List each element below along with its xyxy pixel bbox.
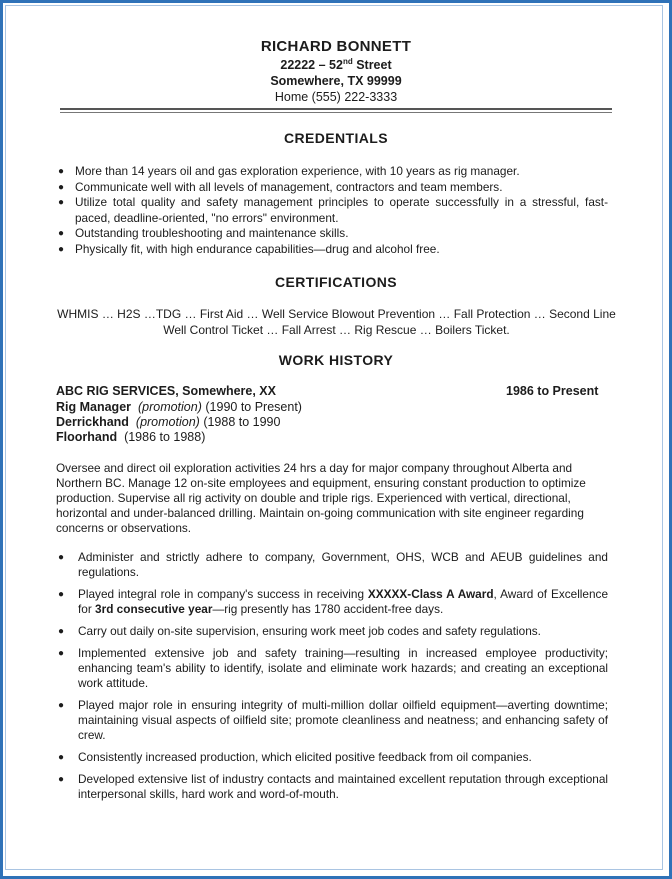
certifications-text: WHMIS … H2S …TDG … First Aid … Well Service Blowout Prevention … Fall Protection … Second Line Well Control Ticket … Fall Arrest … Rig Rescue … Boilers Ticket. <box>57 307 616 337</box>
city-state-zip: Somewhere, TX 99999 <box>270 74 402 88</box>
bullet-icon: ● <box>58 197 65 208</box>
list-item: ● Physically fit, with high endurance capabilities—drug and alcohol free. <box>58 241 440 256</box>
bullet-icon: ● <box>58 166 65 177</box>
list-item: ● More than 14 years oil and gas exploration experience, with 10 years as rig manager. <box>58 164 520 178</box>
position-derrickhand: Derrickhand (promotion) (1988 to 1990 <box>56 415 281 429</box>
list-item: ● Utilize total quality and safety management principles to operate successfully in a stressful, fast-paced, deadline-oriented, "no errors" environment. <box>58 195 608 225</box>
bullet-icon: ● <box>58 700 65 711</box>
company-name: ABC RIG SERVICES, Somewhere, XX <box>56 384 276 398</box>
list-item: ● Communicate well with all levels of management, contractors and team members. <box>58 179 503 194</box>
list-item: ● Consistently increased production, which elicited positive feedback from oil companies. <box>58 750 532 764</box>
resume-name: RICHARD BONNETT <box>260 38 412 55</box>
list-item: ● Played major role in ensuring integrity of multi-million dollar oilfield equipment—averting downtime; maintaining visual aspects of oilfield site; promote cleanliness and neatness; and enhancing safety of crew. <box>58 698 608 742</box>
bullet-icon: ● <box>58 648 65 659</box>
list-item: ● Carry out daily on-site supervision, ensuring work meet job codes and safety regulations. <box>58 624 541 638</box>
list-item: ● Developed extensive list of industry contacts and maintained excellent reputation through exceptional interpersonal skills, hard work and word-of-mouth. <box>58 772 608 801</box>
position-rig-manager: Rig Manager (promotion) (1990 to Present) <box>56 400 302 414</box>
bullet-icon: ● <box>58 774 65 785</box>
header-divider-thin <box>60 112 612 113</box>
bullet-icon: ● <box>58 752 65 763</box>
bullet-icon: ● <box>58 589 65 600</box>
work-achievements-list <box>56 550 608 809</box>
list-item: ● Implemented extensive job and safety training—resulting in increased employee productivity; enhancing team's ability to identify, isolate and eliminate work hazards; and creating an exceptional work attitude. <box>58 646 608 690</box>
list-item: ● Played integral role in company's success in receiving XXXXX-Class A Award, Award of Excellence for 3rd consecutive year—rig presently has 1780 accident-free days. <box>58 587 609 616</box>
certifications-heading: CERTIFICATIONS <box>274 274 397 290</box>
list-item: ● Administer and strictly adhere to company, Government, OHS, WCB and AEUB guidelines and regulations. <box>58 550 608 579</box>
street-address: 22222 – 52nd Street <box>280 57 392 73</box>
work-summary: Oversee and direct oil exploration activities 24 hrs a day for major company throughout Alberta and Northern BC. Manage 12 on-site employees and equipment, ensuring constant production to optimize production. Supervise all rig activity on double and triple rigs. Experienced with vertical, directional, horizontal and under-balanced drilling. Maintain on-going communication with site engineer regarding concerns or observations. <box>56 461 586 535</box>
position-floorhand: Floorhand (1986 to 1988) <box>56 430 206 444</box>
bullet-icon: ● <box>58 243 65 255</box>
list-item: ● Outstanding troubleshooting and maintenance skills. <box>58 226 349 240</box>
phone-number: Home (555) 222-3333 <box>274 90 398 104</box>
credentials-heading: CREDENTIALS <box>284 130 388 146</box>
header-divider <box>60 108 612 110</box>
bullet-icon: ● <box>58 228 65 239</box>
bullet-icon: ● <box>58 626 65 637</box>
bullet-icon: ● <box>58 552 65 563</box>
work-history-heading: WORK HISTORY <box>278 352 394 368</box>
credentials-list <box>56 164 608 257</box>
bullet-icon: ● <box>58 181 65 193</box>
company-dates: 1986 to Present <box>506 384 599 398</box>
